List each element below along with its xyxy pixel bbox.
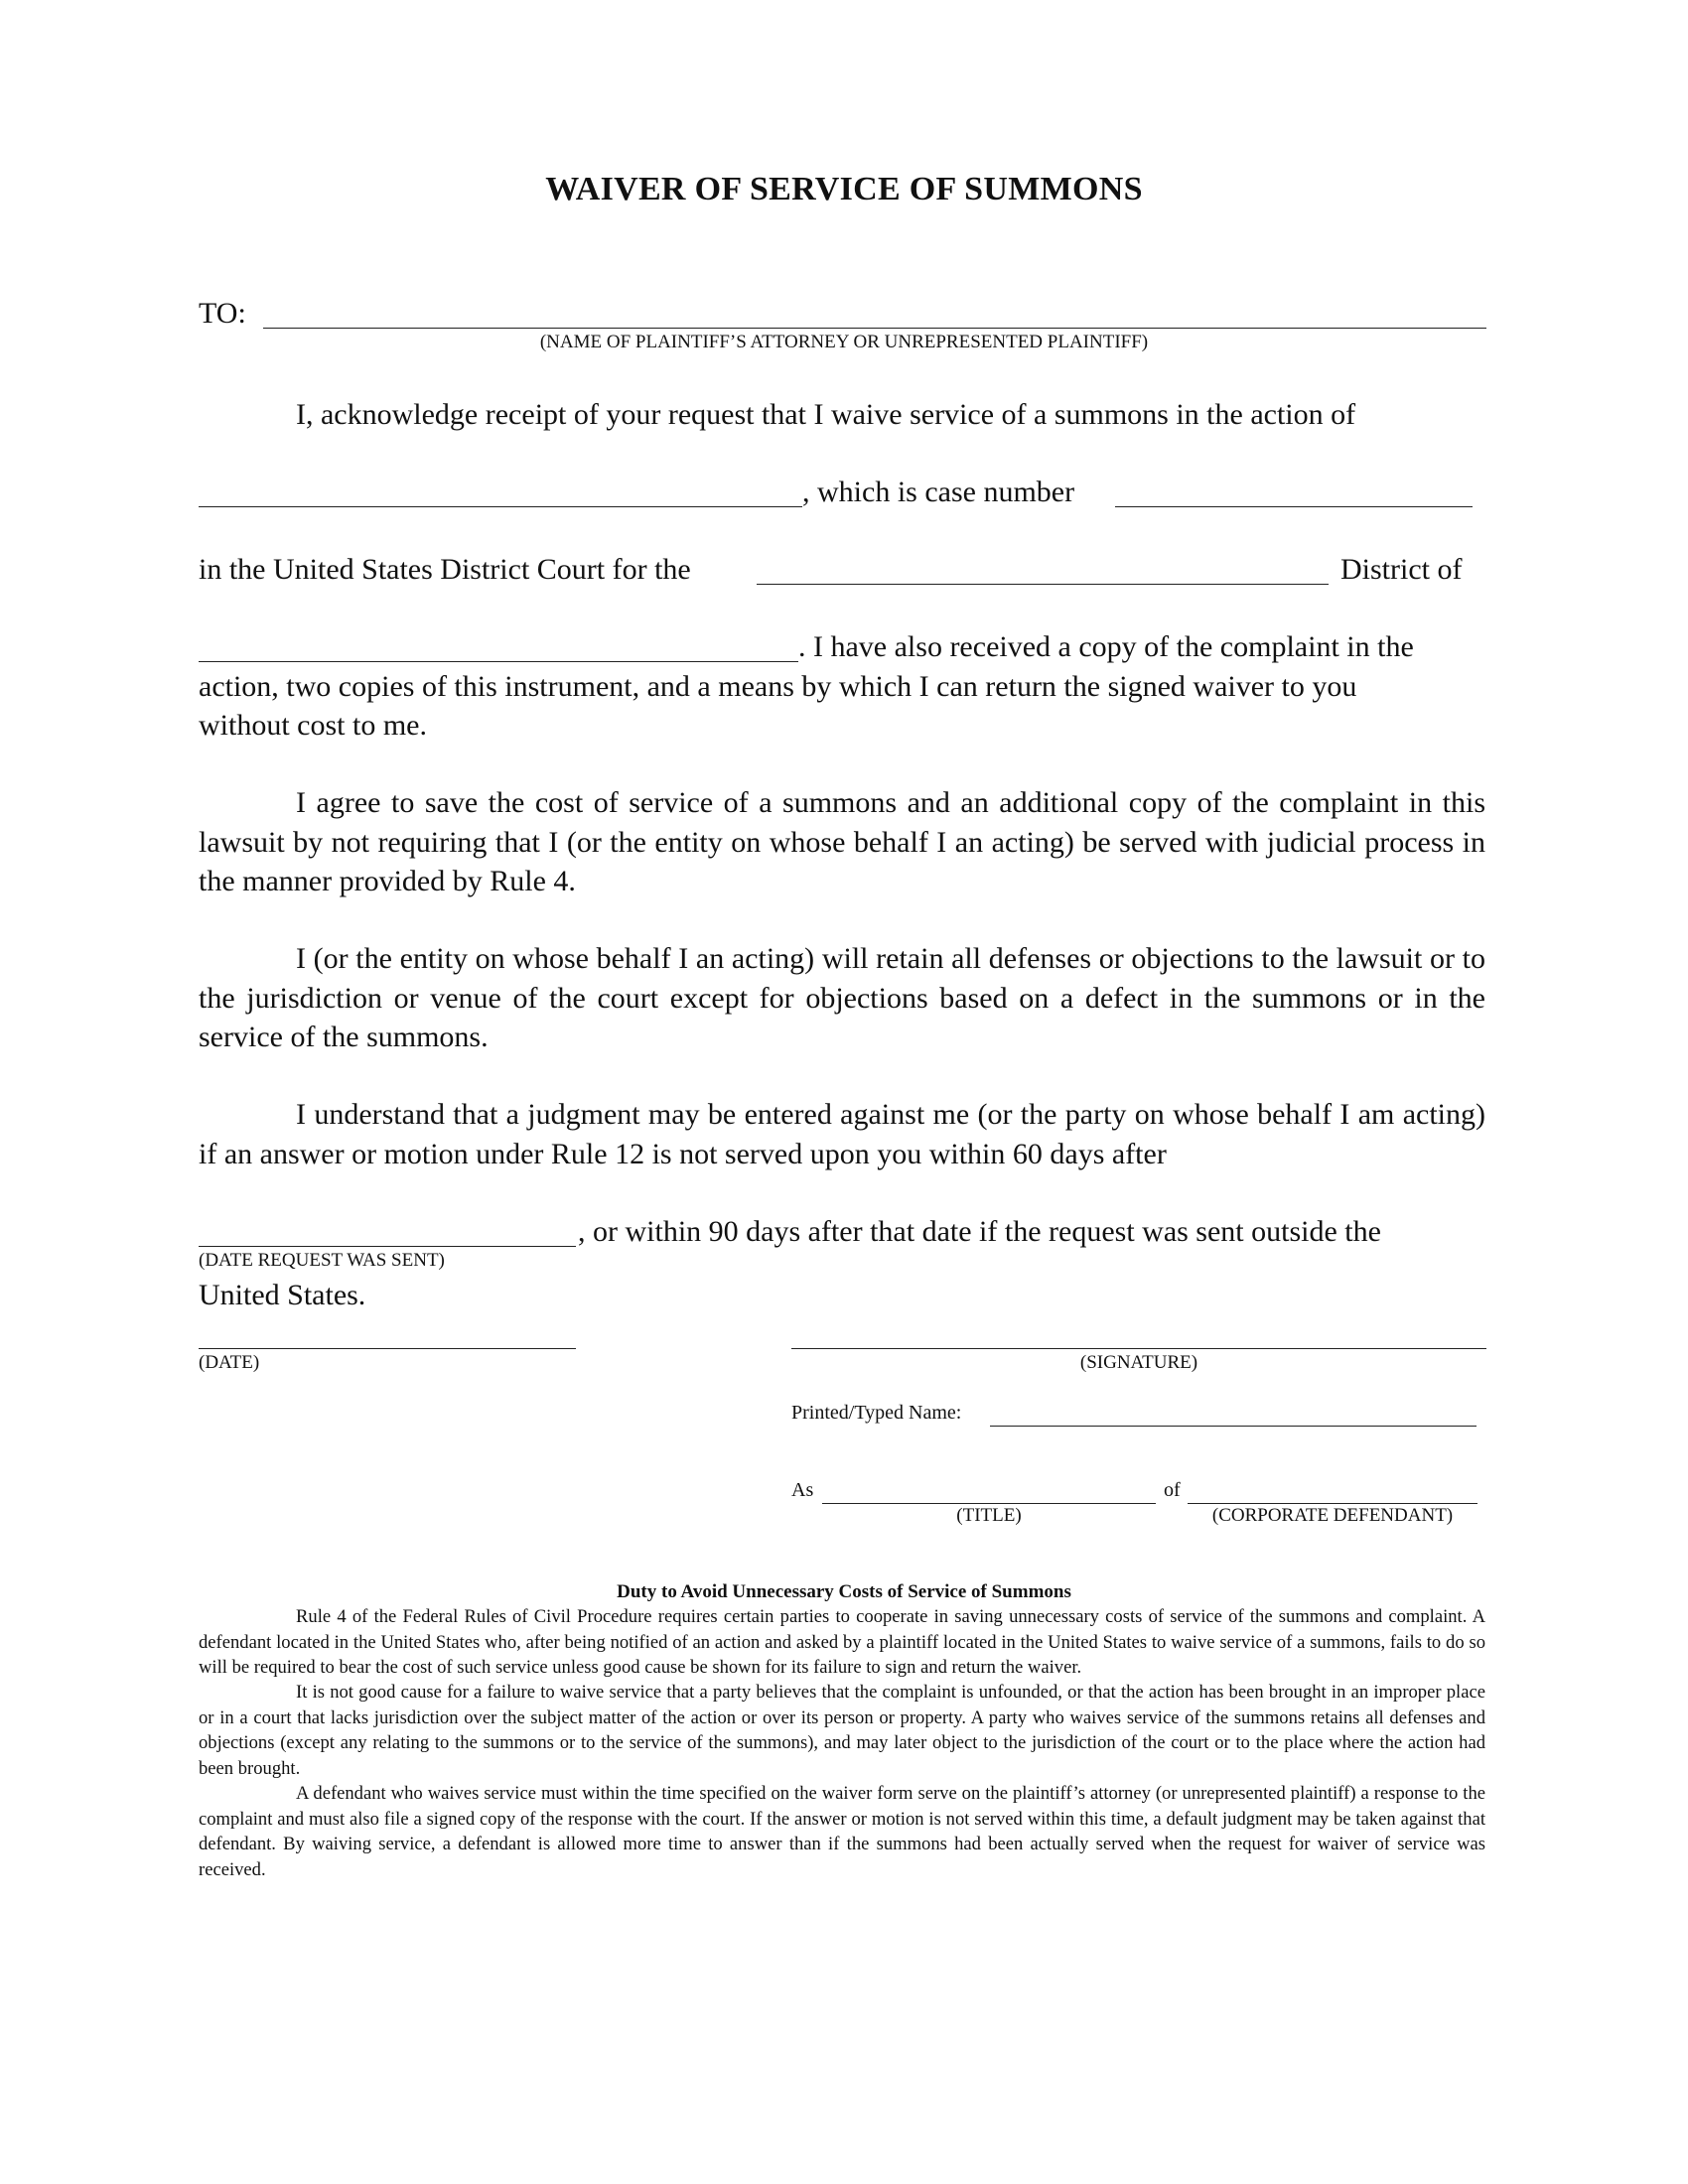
date-caption: (DATE) xyxy=(199,1352,260,1373)
without-cost-text: without cost to me. xyxy=(199,709,427,742)
united-states-text: United States. xyxy=(199,1279,366,1311)
printed-name-field[interactable] xyxy=(990,1426,1477,1427)
plaintiff-attorney-caption: (NAME OF PLAINTIFF’S ATTORNEY OR UNREPRESENTED PLAINTIFF) xyxy=(539,332,1149,352)
corporate-defendant-caption: (CORPORATE DEFENDANT) xyxy=(1211,1505,1454,1526)
printed-name-label: Printed/Typed Name: xyxy=(791,1402,962,1424)
court-text: in the United States District Court for the xyxy=(199,553,691,586)
corporate-defendant-field[interactable] xyxy=(1188,1503,1477,1504)
to-label: TO: xyxy=(199,297,246,330)
district-state-field[interactable] xyxy=(199,661,798,662)
title-caption: (TITLE) xyxy=(956,1505,1022,1526)
retain-paragraph: I (or the entity on whose behalf I an acting) will retain all defenses or objections to the lawsuit or to the jurisdiction or venue of the court except for objections based on a defect in the summons or in the service of the summons. xyxy=(199,942,1485,1053)
agree-paragraph: I agree to save the cost of service of a summons and an additional copy of the complaint in this lawsuit by not requiring that I (or the entity on whose behalf I an acting) be served with judicial process in the manner provided by Rule 4. xyxy=(199,786,1485,897)
duty-paragraph-3: A defendant who waives service must within the time specified on the waiver form serve on the plaintiff’s attorney (or unrepresented plaintiff) a response to the complaint and must also file a signed copy of the response with the court. If the answer or motion is not served within this time, a default judgment may be taken against that defendant. By waiving service, a defendant is allowed more time to answer than if the summons had been actually served when the request for waiver of service was received. xyxy=(199,1783,1485,1880)
duty-title: Duty to Avoid Unnecessary Costs of Service of Summons xyxy=(617,1581,1071,1602)
as-label: As xyxy=(791,1479,814,1501)
plaintiff-attorney-field[interactable] xyxy=(263,328,1486,329)
action-name-field[interactable] xyxy=(199,506,802,507)
understand-paragraph: I understand that a judgment may be entered against me (or the party on whose behalf I am acting) if an answer or motion under Rule 12 is not served upon you within 60 days after xyxy=(199,1098,1485,1170)
district-of-text: District of xyxy=(1340,553,1463,586)
date-field[interactable] xyxy=(199,1348,576,1349)
duty-paragraph-2: It is not good cause for a failure to waive service that a party believes that the complaint is unfounded, or that the action has been brought in an improper place or in a court that lacks jurisdiction over the subject matter of the action or over its person or property. A party who waives service of the summons retains all defenses and objections (except any relating to the summons or to the service of the summons), and may later object to the jurisdiction of the court or to the place where the action had been brought. xyxy=(199,1682,1485,1779)
case-number-text: , which is case number xyxy=(802,476,1075,508)
signature-caption: (SIGNATURE) xyxy=(1079,1352,1198,1373)
acknowledge-line: I, acknowledge receipt of your request that I waive service of a summons in the action of xyxy=(296,398,1356,431)
court-district-field[interactable] xyxy=(757,584,1329,585)
title-field[interactable] xyxy=(822,1503,1156,1504)
signature-field[interactable] xyxy=(791,1348,1486,1349)
date-request-sent-field[interactable] xyxy=(199,1246,576,1247)
page-title: WAIVER OF SERVICE OF SUMMONS xyxy=(545,171,1143,207)
duty-paragraph-1: Rule 4 of the Federal Rules of Civil Procedure requires certain parties to cooperate in saving unnecessary costs of service of the summons and complaint. A defendant located in the United States who, after being notified of an action and asked by a plaintiff located in the United States to waive service of a summons, fails to do so will be required to bear the cost of such service unless good cause be shown for its failure to sign and return the waiver. xyxy=(199,1606,1485,1678)
copies-text: action, two copies of this instrument, and a means by which I can return the signed waiver to you xyxy=(199,670,1357,703)
ninety-days-text: , or within 90 days after that date if the request was sent outside the xyxy=(578,1215,1381,1248)
date-request-sent-caption: (DATE REQUEST WAS SENT) xyxy=(199,1250,445,1271)
complaint-received-text: . I have also received a copy of the complaint in the xyxy=(798,630,1414,663)
case-number-field[interactable] xyxy=(1115,506,1473,507)
of-label: of xyxy=(1164,1479,1181,1501)
